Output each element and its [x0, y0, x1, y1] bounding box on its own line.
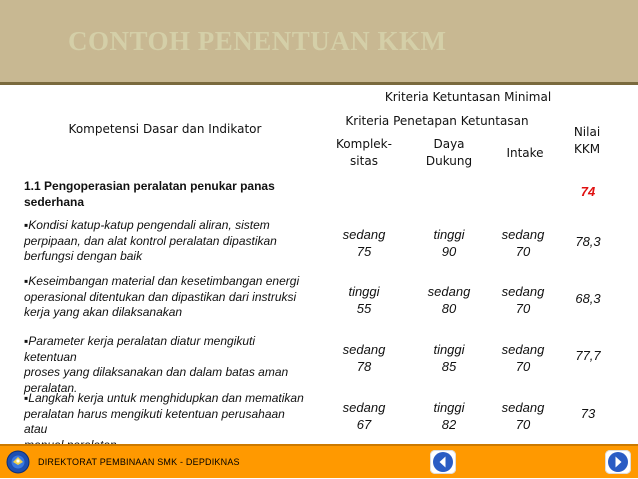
kkm-table: [0, 85, 638, 446]
group-header-kkm: Kriteria Ketuntasan Minimal: [384, 90, 552, 104]
cell-daya-dukung: tinggi 82: [433, 400, 465, 432]
indicator-line: peralatan.: [24, 380, 78, 395]
slide-footer: [0, 446, 638, 478]
competency-kkm-value: 74: [580, 184, 596, 199]
next-slide-button[interactable]: [605, 450, 631, 474]
indicator-line: peralatan harus mengikuti ketentuan perusahaan atau: [24, 406, 285, 436]
cell-nilai-kkm: 78,3: [575, 234, 601, 249]
arrow-right-icon: [606, 450, 630, 474]
col-header-nilai-line1: Nilai: [573, 125, 601, 139]
slide-header: [0, 0, 638, 82]
col-header-intake: Intake: [506, 146, 544, 160]
group-header-kriteria: Kriteria Penetapan Ketuntasan: [345, 114, 529, 128]
table-row: [24, 274, 309, 321]
arrow-left-icon: [431, 450, 455, 474]
footer-text: DIREKTORAT PEMBINAAN SMK - DEPDIKNAS: [38, 457, 240, 467]
cell-nilai-kkm: 73: [580, 406, 596, 421]
cell-nilai-kkm: 77,7: [575, 348, 601, 363]
indicator-line: ▪Kondisi katup-katup pengendali aliran, sistem: [24, 218, 270, 232]
cell-intake: sedang 70: [501, 284, 545, 316]
cell-intake: sedang 70: [501, 227, 545, 259]
col-header-kompleksitas-line2: sitas: [350, 154, 378, 168]
competency-heading-line1: 1.1 Pengoperasian peralatan penukar panas: [24, 179, 275, 193]
indicator-line: operasional ditentukan dan dipastikan dari instruksi: [24, 289, 297, 304]
competency-heading-line2: sederhana: [24, 194, 85, 209]
cell-kompleksitas: sedang 78: [342, 342, 386, 374]
col-header-daya-line2: Dukung: [425, 154, 473, 168]
tut-wuri-logo-icon: [6, 450, 30, 474]
cell-daya-dukung: tinggi 85: [433, 342, 465, 374]
prev-slide-button[interactable]: [430, 450, 456, 474]
col-header-daya-line1: Daya: [433, 137, 465, 151]
col-header-kompetensi: Kompetensi Dasar dan Indikator: [68, 122, 262, 136]
indicator-line: ▪Parameter kerja peralatan diatur mengikuti ketentuan: [24, 334, 256, 364]
indicator-line: perpipaan, dan alat kontrol peralatan dipastikan: [24, 233, 277, 248]
col-header-kompleksitas-line1: Komplek-: [336, 137, 392, 151]
cell-kompleksitas: sedang 67: [342, 400, 386, 432]
cell-daya-dukung: sedang 80: [427, 284, 471, 316]
cell-daya-dukung: tinggi 90: [433, 227, 465, 259]
table-row: [24, 334, 309, 396]
cell-kompleksitas: sedang 75: [342, 227, 386, 259]
indicator-line: ▪Keseimbangan material dan kesetimbangan energi: [24, 274, 300, 288]
indicator-line: berfungsi dengan baik: [24, 249, 143, 263]
table-row: [24, 218, 309, 265]
indicator-line: proses yang dilaksanakan dan dalam batas aman: [24, 365, 289, 379]
slide-title: CONTOH PENENTUAN KKM: [68, 26, 447, 56]
cell-intake: sedang 70: [501, 342, 545, 374]
indicator-line: ▪Langkah kerja untuk menghidupkan dan mematikan: [24, 391, 304, 405]
indicator-line: kerja yang akan dilaksanakan: [24, 305, 183, 319]
cell-kompleksitas: tinggi 55: [348, 284, 380, 316]
cell-nilai-kkm: 68,3: [575, 291, 601, 306]
competency-heading: [24, 179, 309, 210]
col-header-nilai-line2: KKM: [573, 142, 601, 156]
cell-intake: sedang 70: [501, 400, 545, 432]
